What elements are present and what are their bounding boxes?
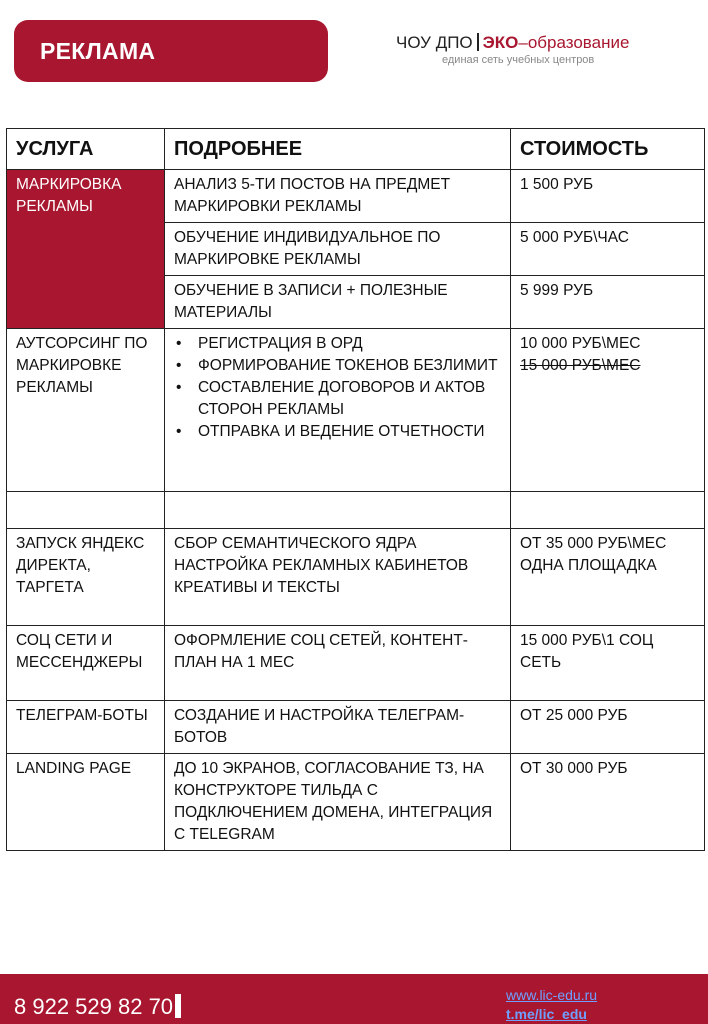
detail-cell: ОБУЧЕНИЕ В ЗАПИСИ + ПОЛЕЗНЫЕ МАТЕРИАЛЫ: [165, 276, 511, 329]
service-outsourcing: АУТСОРСИНГ ПО МАРКИРОВКЕ РЕКЛАМЫ: [7, 329, 165, 492]
logo-divider: [477, 33, 479, 51]
service-yandex: ЗАПУСК ЯНДЕКС ДИРЕКТА, ТАРГЕТА: [7, 529, 165, 626]
detail-cell: ОБУЧЕНИЕ ИНДИВИДУАЛЬНОЕ ПО МАРКИРОВКЕ РЕКЛАМЫ: [165, 223, 511, 276]
price-cell: ОТ 25 000 РУБ: [511, 701, 705, 754]
list-item: • СОСТАВЛЕНИЕ ДОГОВОРОВ И АКТОВ СТОРОН РЕКЛАМЫ: [192, 377, 501, 421]
page-title: РЕКЛАМА: [40, 37, 156, 64]
price-cell: 5 000 РУБ\ЧАС: [511, 223, 705, 276]
table-row: [7, 754, 705, 851]
empty-cell: [511, 492, 705, 529]
detail-cell: [165, 329, 511, 492]
price-current: 10 000 РУБ\МЕС: [520, 335, 641, 352]
logo-tagline: единая сеть учебных центров: [442, 54, 595, 66]
price-old: 15 000 РУБ\МЕС: [520, 357, 641, 374]
list-item: • ФОРМИРОВАНИЕ ТОКЕНОВ БЕЗЛИМИТ: [192, 355, 501, 377]
text-cursor: [175, 994, 181, 1018]
price-line: ОТ 35 000 РУБ\МЕС: [520, 535, 667, 552]
table-row-empty: [7, 492, 705, 529]
header-details: ПОДРОБНЕЕ: [165, 129, 511, 170]
price-cell: 1 500 РУБ: [511, 170, 705, 223]
price-line: ОДНА ПЛОЩАДКА: [520, 557, 657, 574]
price-cell: [511, 329, 705, 492]
service-telegram: ТЕЛЕГРАМ-БОТЫ: [7, 701, 165, 754]
header-service: УСЛУГА: [7, 129, 165, 170]
detail-cell: ОФОРМЛЕНИЕ СОЦ СЕТЕЙ, КОНТЕНТ-ПЛАН НА 1 МЕС: [165, 626, 511, 701]
logo: [396, 33, 686, 66]
logo-brand-rest: –образование: [518, 33, 630, 52]
empty-cell: [165, 492, 511, 529]
logo-org: ЧОУ ДПО: [396, 33, 473, 52]
price-cell: 5 999 РУБ: [511, 276, 705, 329]
phone-number: [14, 994, 181, 1020]
detail-line: СБОР СЕМАНТИЧЕСКОГО ЯДРА: [174, 535, 417, 552]
header-price: СТОИМОСТЬ: [511, 129, 705, 170]
price-cell: 15 000 РУБ\1 СОЦ СЕТЬ: [511, 626, 705, 701]
detail-cell: ДО 10 ЭКРАНОВ, СОГЛАСОВАНИЕ ТЗ, НА КОНСТРУКТОРЕ ТИЛЬДА С ПОДКЛЮЧЕНИЕМ ДОМЕНА, ИНТЕГРАЦИЯ С TELEGRAM: [165, 754, 511, 851]
table-row: [7, 529, 705, 626]
table-header-row: [7, 129, 705, 170]
page-title-badge: [14, 20, 328, 82]
table-row: [7, 170, 705, 223]
price-cell: ОТ 30 000 РУБ: [511, 754, 705, 851]
phone-text: 8 922 529 82 70: [14, 994, 174, 1019]
website-link[interactable]: www.lic-edu.ru: [506, 987, 598, 1003]
service-landing: LANDING PAGE: [7, 754, 165, 851]
detail-cell: АНАЛИЗ 5-ТИ ПОСТОВ НА ПРЕДМЕТ МАРКИРОВКИ РЕКЛАМЫ: [165, 170, 511, 223]
detail-cell: СОЗДАНИЕ И НАСТРОЙКА ТЕЛЕГРАМ-БОТОВ: [165, 701, 511, 754]
bullet-list: [174, 333, 501, 443]
list-item: • РЕГИСТРАЦИЯ В ОРД: [192, 333, 501, 355]
price-table: [6, 128, 705, 851]
price-cell: [511, 529, 705, 626]
service-marking: МАРКИРОВКА РЕКЛАМЫ: [7, 170, 165, 329]
detail-line: НАСТРОЙКА РЕКЛАМНЫХ КАБИНЕТОВ: [174, 557, 469, 574]
telegram-link[interactable]: t.me/lic_edu: [506, 1006, 587, 1022]
table-row: [7, 626, 705, 701]
table-row: [7, 701, 705, 754]
service-social: СОЦ СЕТИ И МЕССЕНДЖЕРЫ: [7, 626, 165, 701]
table-row: [7, 329, 705, 492]
footer-links: [506, 986, 597, 1024]
footer-bar: [0, 974, 708, 1024]
empty-cell: [7, 492, 165, 529]
detail-line: КРЕАТИВЫ И ТЕКСТЫ: [174, 579, 340, 596]
detail-cell: [165, 529, 511, 626]
logo-brand: ЭКО: [482, 33, 519, 52]
list-item: • ОТПРАВКА И ВЕДЕНИЕ ОТЧЕТНОСТИ: [192, 421, 501, 443]
